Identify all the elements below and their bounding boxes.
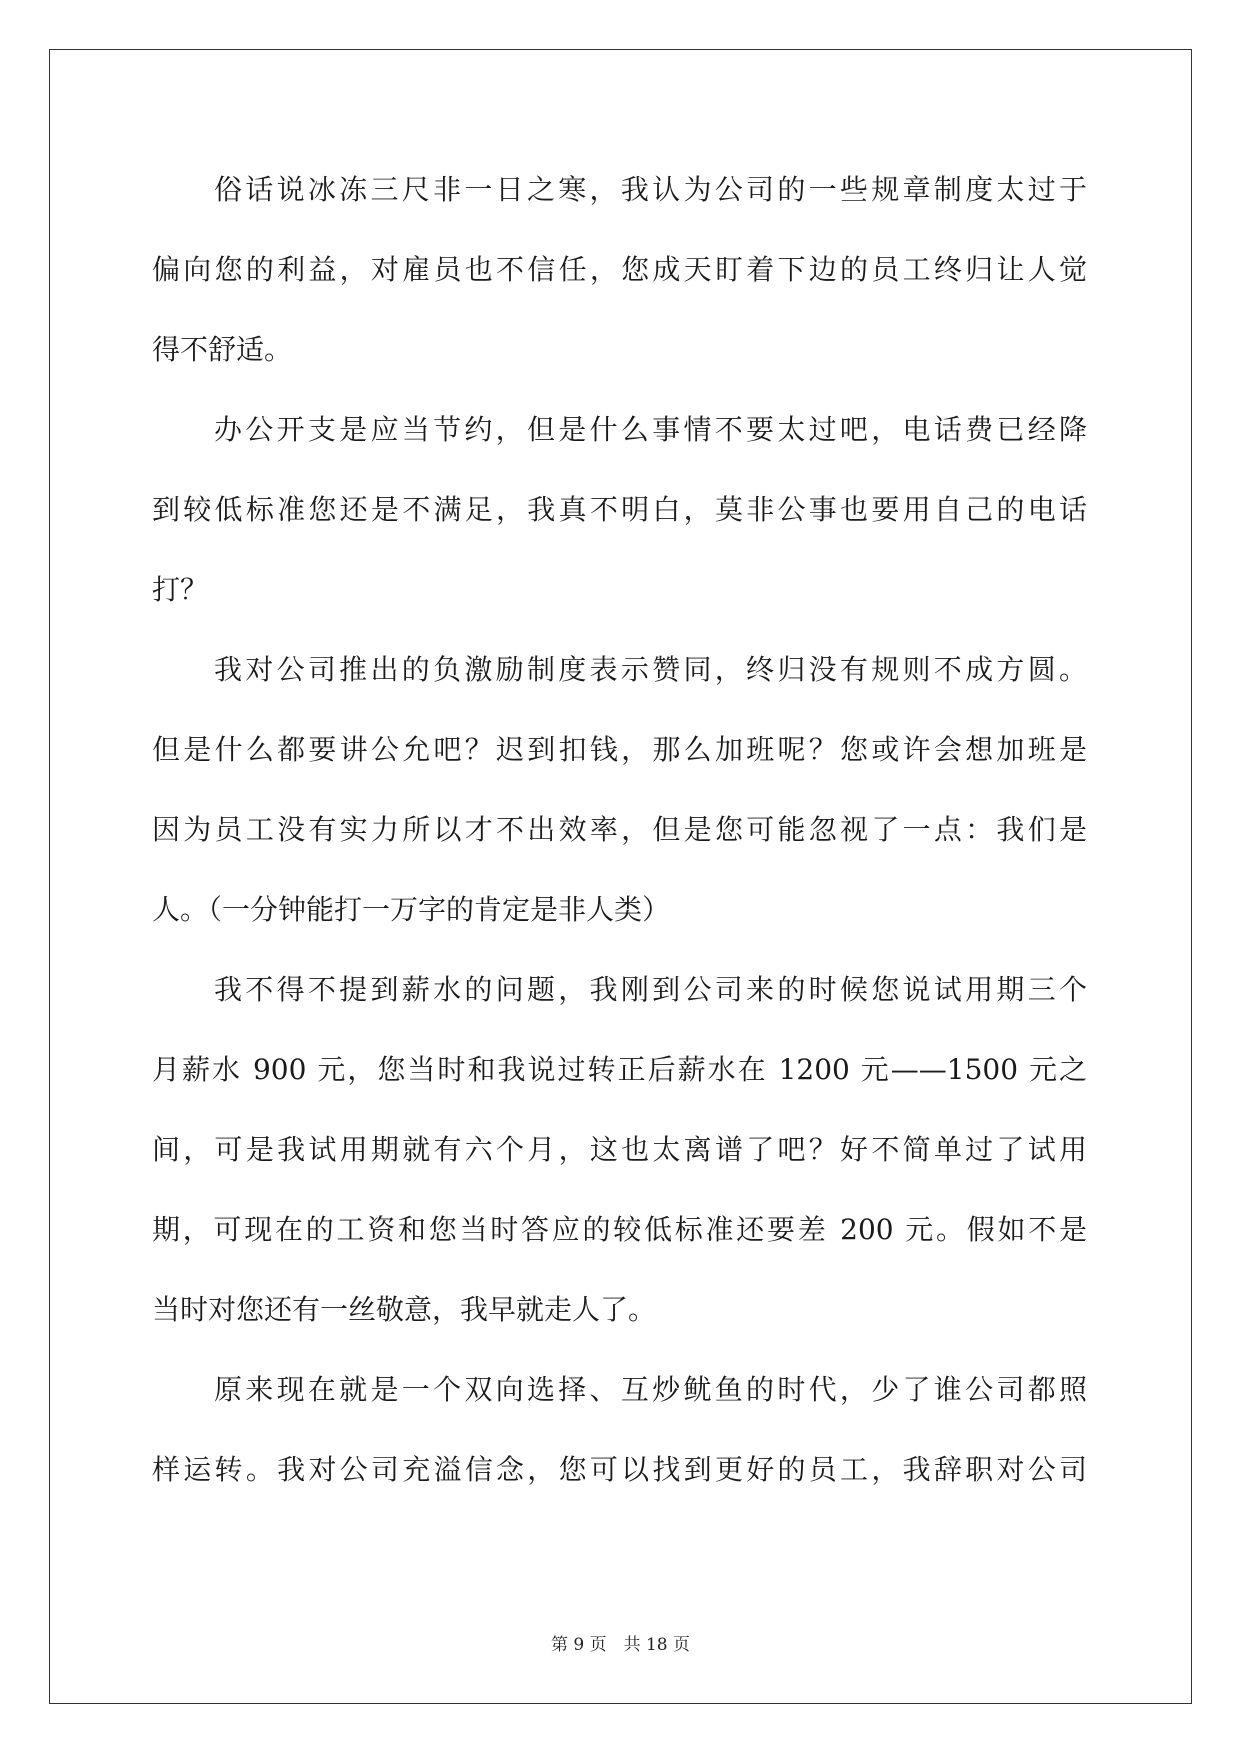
paragraph-1-line-3: 得不舒适。 bbox=[152, 333, 293, 366]
paragraph-3-line-1: 我对公司推出的负激励制度表示赞同，终归没有规则不成方圆。 bbox=[214, 653, 1087, 686]
page-number-label: 第 9 页 共 18 页 bbox=[550, 1635, 691, 1655]
paragraph-1-line-1: 俗话说冰冻三尺非一日之寒，我认为公司的一些规章制度太过于 bbox=[214, 173, 1087, 206]
document-body bbox=[152, 150, 1087, 1510]
paragraph-3-line-4: 人。（一分钟能打一万字的肯定是非人类） bbox=[152, 893, 671, 926]
paragraph-1-line-2: 偏向您的利益，对雇员也不信任，您成天盯着下边的员工终归让人觉 bbox=[152, 253, 1087, 286]
paragraph-5-line-2: 样运转。我对公司充溢信念，您可以找到更好的员工，我辞职对公司 bbox=[152, 1453, 1087, 1486]
paragraph-5-line-1: 原来现在就是一个双向选择、互炒鱿鱼的时代，少了谁公司都照 bbox=[214, 1373, 1087, 1406]
paragraph-3-line-3: 因为员工没有实力所以才不出效率，但是您可能忽视了一点：我们是 bbox=[152, 813, 1087, 846]
paragraph-4-line-3: 间，可是我试用期就有六个月，这也太离谱了吧？好不简单过了试用 bbox=[152, 1133, 1087, 1166]
paragraph-2-line-3: 打？ bbox=[152, 573, 209, 606]
paragraph-2-line-1: 办公开支是应当节约，但是什么事情不要太过吧，电话费已经降 bbox=[214, 413, 1087, 446]
paragraph-4-line-4: 期，可现在的工资和您当时答应的较低标准还要差 200 元。假如不是 bbox=[152, 1213, 1087, 1246]
paragraph-3-line-2: 但是什么都要讲公允吧？迟到扣钱，那么加班呢？您或许会想加班是 bbox=[152, 733, 1087, 766]
paragraph-4-line-5: 当时对您还有一丝敬意，我早就走人了。 bbox=[152, 1293, 657, 1326]
page-footer bbox=[0, 1633, 1241, 1657]
paragraph-2-line-2: 到较低标准您还是不满足，我真不明白，莫非公事也要用自己的电话 bbox=[152, 493, 1087, 526]
paragraph-4-line-2: 月薪水 900 元，您当时和我说过转正后薪水在 1200 元——1500 元之 bbox=[152, 1053, 1087, 1086]
paragraph-4-line-1: 我不得不提到薪水的问题，我刚到公司来的时候您说试用期三个 bbox=[214, 973, 1087, 1006]
